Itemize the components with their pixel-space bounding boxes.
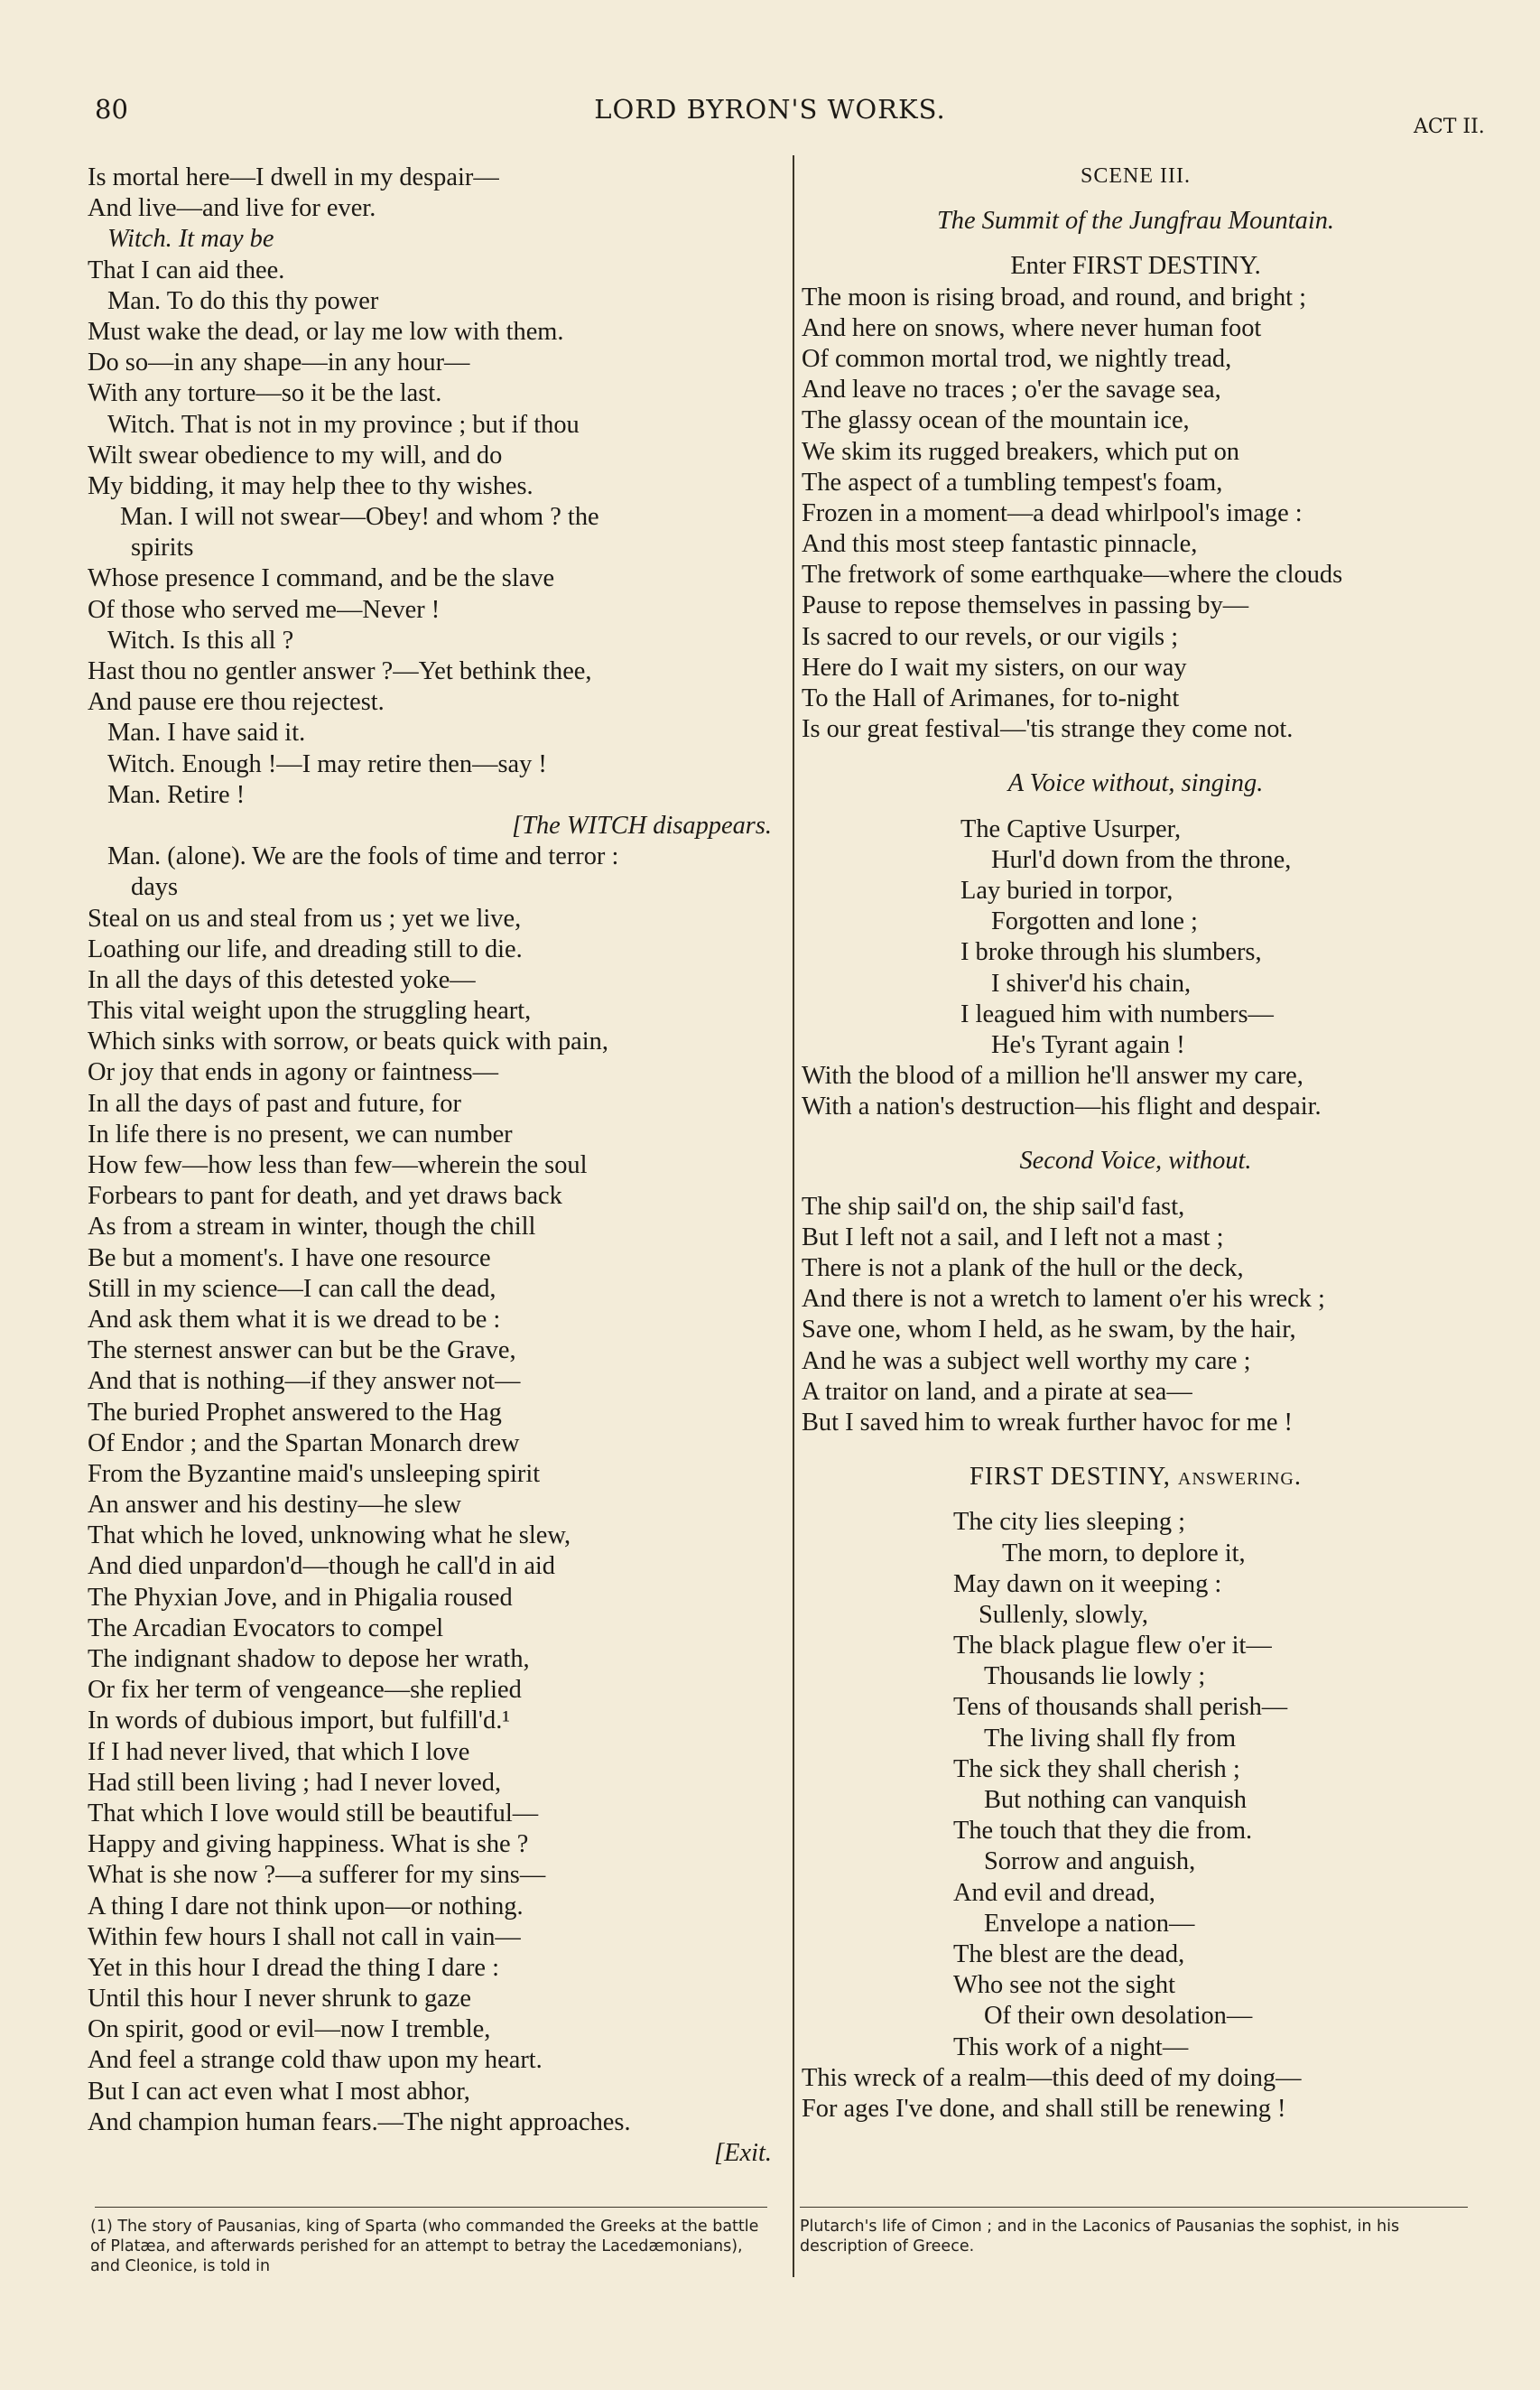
scene-setting: The Summit of the Jungfrau Mountain. <box>936 207 1335 236</box>
verse-line: The Arcadian Evocators to compel <box>88 1613 444 1642</box>
verse-line: That I can aid thee. <box>88 256 285 284</box>
speaker-line: Man. (alone). We are the fools of time and terror : <box>107 842 619 871</box>
song-line: This work of a night— <box>953 2032 1189 2061</box>
song-line: Sorrow and anguish, <box>984 1847 1196 1876</box>
song-line: He's Tyrant again ! <box>991 1030 1185 1059</box>
verse-line: That which he loved, unknowing what he slew, <box>88 1521 571 1550</box>
verse-line: Of common mortal trod, we nightly tread, <box>802 344 1232 373</box>
verse-line: The glassy ocean of the mountain ice, <box>802 406 1190 435</box>
verse-line: This vital weight upon the struggling heart, <box>88 997 532 1026</box>
song-line: May dawn on it weeping : <box>953 1569 1222 1598</box>
verse-line: And ask them what it is we dread to be : <box>88 1305 501 1334</box>
verse-line: Of those who served me—Never ! <box>88 595 441 624</box>
song-line: Envelope a nation— <box>984 1909 1195 1938</box>
verse-line: To the Hall of Arimanes, for to-night <box>802 684 1180 712</box>
verse-line: And pause ere thou rejectest. <box>88 688 385 717</box>
footnote-right: Plutarch's life of Cimon ; and in the Laconics of Pausanias the sophist, in his description of Greece. <box>800 2218 1400 2255</box>
verse-line: The aspect of a tumbling tempest's foam, <box>802 468 1223 497</box>
verse-line: And this most steep fantastic pinnacle, <box>802 530 1198 559</box>
verse-line: Here do I wait my sisters, on our way <box>802 653 1187 682</box>
verse-line: Steal on us and steal from us ; yet we live, <box>88 904 522 933</box>
song-line: This wreck of a realm—this deed of my doing— <box>802 2063 1302 2092</box>
song-line: Thousands lie lowly ; <box>984 1662 1206 1691</box>
song-line: Forgotten and lone ; <box>991 907 1198 936</box>
verse-line: My bidding, it may help thee to thy wishes. <box>88 471 533 500</box>
verse-line: And that is nothing—if they answer not— <box>88 1367 521 1396</box>
footnote-rule <box>95 2207 767 2208</box>
page-number: 80 <box>95 94 128 125</box>
song-line: The blest are the dead, <box>953 1939 1185 1968</box>
verse-line: Whose presence I command, and be the slave <box>88 564 555 593</box>
verse-line: And here on snows, where never human foot <box>802 313 1262 342</box>
enter-direction: Enter FIRST DESTINY. <box>1010 252 1261 281</box>
song-line: For ages I've done, and shall still be renewing ! <box>802 2094 1286 2123</box>
verse-line: spirits <box>131 534 194 563</box>
song-line: The Captive Usurper, <box>960 814 1182 843</box>
song-line: Save one, whom I held, as he swam, by the hair, <box>802 1316 1296 1344</box>
verse-line: Forbears to pant for death, and yet draws back <box>88 1182 562 1211</box>
speaker-line: Witch. Is this all ? <box>107 626 294 655</box>
verse-line: Yet in this hour I dread the thing I dare : <box>88 1953 500 1982</box>
verse-line: Which sinks with sorrow, or beats quick with pain, <box>88 1028 608 1056</box>
verse-line: Be but a moment's. I have one resource <box>88 1243 491 1272</box>
song-line: But I left not a sail, and I left not a mast ; <box>802 1223 1224 1251</box>
song-line: I leagued him with numbers— <box>960 1000 1274 1028</box>
song-line: And evil and dread, <box>953 1878 1155 1907</box>
section-heading: FIRST DESTINY, answering. <box>969 1463 1302 1492</box>
speaker-line: Man. To do this thy power <box>107 286 379 315</box>
song-line: Who see not the sight <box>953 1971 1176 2000</box>
song-line: Hurl'd down from the throne, <box>991 845 1292 874</box>
verse-line: If I had never lived, that which I love <box>88 1737 470 1766</box>
song-line: The sick they shall cherish ; <box>953 1754 1240 1783</box>
verse-line: But I can act even what I most abhor, <box>88 2077 470 2106</box>
verse-line: Or fix her term of vengeance—she replied <box>88 1676 522 1705</box>
stage-direction: [The WITCH disappears. <box>512 811 772 840</box>
song-line: Sullenly, slowly, <box>979 1600 1148 1629</box>
song-line: And he was a subject well worthy my care ; <box>802 1346 1251 1375</box>
song-line: The morn, to deplore it, <box>1002 1539 1246 1567</box>
act-marker: ACT II. <box>1414 116 1485 138</box>
song-line: The ship sail'd on, the ship sail'd fast, <box>802 1192 1185 1221</box>
song-line: With a nation's destruction—his flight and despair. <box>802 1093 1322 1121</box>
verse-line: Loathing our life, and dreading still to die. <box>88 935 523 963</box>
speaker-line: Man. I have said it. <box>107 719 306 748</box>
song-line: Tens of thousands shall perish— <box>953 1693 1288 1722</box>
verse-line: The indignant shadow to depose her wrath, <box>88 1645 530 1673</box>
song-line: And there is not a wretch to lament o'er his wreck ; <box>802 1285 1325 1314</box>
verse-line: We skim its rugged breakers, which put on <box>802 437 1239 466</box>
song-line: Lay buried in torpor, <box>960 876 1174 905</box>
verse-line: And live—and live for ever. <box>88 194 376 223</box>
footnote-left: (1) The story of Pausanias, king of Sparta (who commanded the Greeks at the battle of Platæa, and afterwards perished for an attempt to betray the Lacedæmonians), and Cleonice, is told in <box>90 2218 759 2275</box>
verse-line: Had still been living ; had I never loved, <box>88 1768 502 1797</box>
verse-line: Still in my science—I can call the dead, <box>88 1274 496 1303</box>
section-heading: A Voice without, singing. <box>1007 769 1264 798</box>
verse-line: And died unpardon'd—though he call'd in aid <box>88 1552 556 1581</box>
verse-line: A thing I dare not think upon—or nothing. <box>88 1892 524 1920</box>
verse-line: The fretwork of some earthquake—where the clouds <box>802 561 1343 590</box>
verse-line: An answer and his destiny—he slew <box>88 1491 461 1520</box>
verse-line: And feel a strange cold thaw upon my heart. <box>88 2046 543 2075</box>
verse-line: On spirit, good or evil—now I tremble, <box>88 2015 491 2044</box>
song-line: I shiver'd his chain, <box>991 969 1192 998</box>
verse-line: That which I love would still be beautiful— <box>88 1799 539 1827</box>
stage-direction: [Exit. <box>714 2139 772 2167</box>
speaker-line: Witch. Enough !—I may retire then—say ! <box>107 749 547 778</box>
verse-line: In life there is no present, we can number <box>88 1120 513 1149</box>
song-line: With the blood of a million he'll answer my care, <box>802 1062 1303 1091</box>
speaker-line: Man. I will not swear—Obey! and whom ? the <box>120 503 599 532</box>
verse-line: And champion human fears.—The night approaches. <box>88 2107 631 2136</box>
verse-line: And leave no traces ; o'er the savage sea, <box>802 376 1221 405</box>
verse-line: In all the days of past and future, for <box>88 1089 461 1118</box>
song-line: There is not a plank of the hull or the deck, <box>802 1254 1244 1282</box>
song-line: The living shall fly from <box>984 1724 1237 1753</box>
right-column <box>802 161 1470 2125</box>
running-title: LORD BYRON'S WORKS. <box>594 94 946 125</box>
song-line: The black plague flew o'er it— <box>953 1632 1272 1660</box>
speaker-line: Man. Retire ! <box>107 780 246 809</box>
speaker-line: Witch. It may be <box>107 225 274 254</box>
footnote-rule <box>800 2207 1468 2208</box>
verse-line: Do so—in any shape—in any hour— <box>88 349 470 377</box>
verse-line: Is our great festival—'tis strange they come not. <box>802 715 1294 744</box>
verse-line: Or joy that ends in agony or faintness— <box>88 1058 498 1087</box>
verse-line: The Phyxian Jove, and in Phigalia roused <box>88 1583 513 1612</box>
verse-line: Until this hour I never shrunk to gaze <box>88 1985 471 2013</box>
verse-line: The buried Prophet answered to the Hag <box>88 1398 502 1427</box>
song-line: The touch that they die from. <box>953 1817 1253 1846</box>
verse-line: Is sacred to our revels, or our vigils ; <box>802 622 1179 651</box>
song-line: A traitor on land, and a pirate at sea— <box>802 1377 1192 1406</box>
verse-line: From the Byzantine maid's unsleeping spirit <box>88 1459 541 1488</box>
verse-line: Happy and giving happiness. What is she ? <box>88 1830 529 1859</box>
section-heading: Second Voice, without. <box>1019 1147 1252 1176</box>
song-line: Of their own desolation— <box>984 2002 1253 2031</box>
song-line: But nothing can vanquish <box>984 1786 1247 1814</box>
verse-line: The sternest answer can but be the Grave, <box>88 1336 516 1365</box>
verse-line: Hast thou no gentler answer ?—Yet bethink thee, <box>88 657 592 685</box>
verse-line: Must wake the dead, or lay me low with them. <box>88 317 564 346</box>
verse-line: Pause to repose themselves in passing by— <box>802 591 1249 620</box>
song-line: But I saved him to wreak further havoc for me ! <box>802 1408 1293 1437</box>
verse-line: Of Endor ; and the Spartan Monarch drew <box>88 1428 520 1457</box>
left-column <box>88 163 783 2169</box>
verse-line: days <box>131 873 179 902</box>
scene-heading: SCENE III. <box>1081 164 1191 188</box>
song-line: I broke through his slumbers, <box>960 938 1262 967</box>
song-line: The city lies sleeping ; <box>953 1508 1186 1537</box>
verse-line: How few—how less than few—wherein the soul <box>88 1151 588 1179</box>
speaker-line: Witch. That is not in my province ; but if thou <box>107 410 580 439</box>
verse-line: In words of dubious import, but fulfill'd.¹ <box>88 1706 510 1735</box>
verse-line: The moon is rising broad, and round, and bright ; <box>802 283 1307 312</box>
verse-line: Within few hours I shall not call in vain— <box>88 1922 521 1951</box>
verse-line: With any torture—so it be the last. <box>88 379 442 408</box>
verse-line: Frozen in a moment—a dead whirlpool's image : <box>802 498 1303 527</box>
verse-line: What is she now ?—a sufferer for my sins— <box>88 1861 546 1890</box>
verse-line: Is mortal here—I dwell in my despair— <box>88 163 499 191</box>
column-divider <box>793 155 794 2277</box>
verse-line: Wilt swear obedience to my will, and do <box>88 441 503 470</box>
verse-line: As from a stream in winter, though the chill <box>88 1213 536 1241</box>
verse-line: In all the days of this detested yoke— <box>88 965 476 994</box>
